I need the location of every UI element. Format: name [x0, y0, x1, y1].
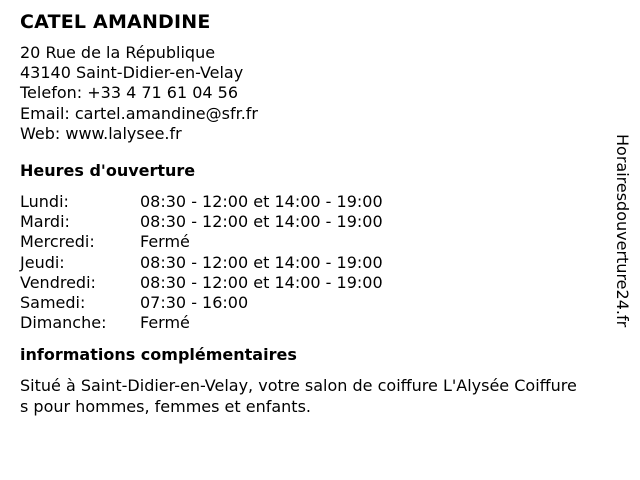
time-value: 08:30 - 12:00 et 14:00 - 19:00	[140, 212, 383, 232]
hours-row-wednesday	[20, 232, 595, 252]
web-line: Web: www.lalysee.fr	[20, 123, 182, 143]
info-description: Situé à Saint-Didier-en-Velay, votre salon de coiffure L'Alysée Coiffures pour hommes, femmes et enfants.	[20, 376, 577, 416]
time-value: Fermé	[140, 313, 190, 333]
day-label: Mercredi:	[20, 232, 95, 252]
time-value: 08:30 - 12:00 et 14:00 - 19:00	[140, 192, 383, 212]
time-value: 07:30 - 16:00	[140, 293, 249, 313]
hours-row-thursday	[20, 253, 595, 273]
day-label: Samedi:	[20, 293, 86, 313]
info-heading: informations complémentaires	[20, 345, 297, 365]
time-value: 08:30 - 12:00 et 14:00 - 19:00	[140, 272, 383, 292]
time-value: Fermé	[140, 232, 190, 252]
hours-row-friday	[20, 273, 595, 293]
address-line-1: 20 Rue de la République	[20, 43, 216, 62]
hours-row-tuesday	[20, 212, 595, 232]
business-card	[20, 10, 595, 417]
business-name: CATEL AMANDINE	[20, 11, 211, 33]
address-line-2: 43140 Saint-Didier-en-Velay	[20, 63, 244, 83]
hours-row-sunday	[20, 313, 595, 333]
day-label: Vendredi:	[20, 272, 96, 292]
watermark-text: Horairesdouverture24.fr	[613, 134, 632, 328]
hours-row-saturday	[20, 293, 595, 313]
hours-row-monday	[20, 192, 595, 212]
day-label: Lundi:	[20, 192, 69, 212]
hours-heading: Heures d'ouverture	[20, 161, 196, 181]
email-line: Email: cartel.amandine@sfr.fr	[20, 103, 258, 123]
day-label: Mardi:	[20, 212, 70, 232]
day-label: Jeudi:	[20, 252, 65, 272]
time-value: 08:30 - 12:00 et 14:00 - 19:00	[140, 252, 383, 272]
day-label: Dimanche:	[20, 313, 107, 333]
contact-block	[20, 43, 595, 144]
phone-line: Telefon: +33 4 71 61 04 56	[20, 83, 239, 103]
hours-table	[20, 192, 595, 333]
